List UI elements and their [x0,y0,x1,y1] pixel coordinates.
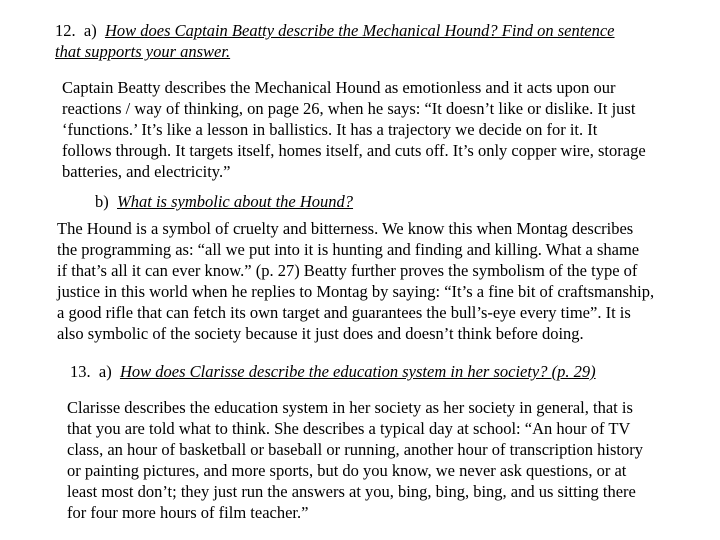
question-number: 12. [55,21,76,40]
answer-line: if that’s all it can ever know.” (p. 27) Beatty further proves the symbolism of the type of [57,261,638,280]
answer-line: the programming as: “all we put into it is hunting and finding and killing. What a shame [57,240,640,259]
answer-line: The Hound is a symbol of cruelty and bitterness. We know this when Montag describes [57,219,634,238]
answer-line: for four more hours of film teacher.” [67,503,309,522]
answer-12a [62,77,646,182]
answer-line: Clarisse describes the education system in her society as her society in general, that is [67,398,633,417]
answer-line: ‘functions.’ It’s like a lesson in ballistics. It has a trajectory we decide on for it. It [62,120,598,139]
question-part-label: a) [83,21,97,40]
question-number: 13. [70,362,91,381]
question-part-label: a) [98,362,112,381]
question-12b [95,191,353,212]
answer-line: batteries, and electricity.” [62,162,231,181]
answer-line: least most don’t; they just run the answers at you, bing, bing, bing, and us sitting there [67,482,636,501]
answer-line: a good rifle that can fetch its own target and guarantees the bull’s-eye every time”. It is [57,303,631,322]
question-text-line: How does Captain Beatty describe the Mechanical Hound? Find on sentence [104,21,615,40]
answer-line: justice in this world when he replies to Montag by saying: “It’s a fine bit of craftsmanship, [57,282,655,301]
answer-line: that you are told what to think. She describes a typical day at school: “An hour of TV [67,419,631,438]
answer-line: also symbolic of the society because it just does and doesn’t think before doing. [57,324,584,343]
answer-line: Captain Beatty describes the Mechanical Hound as emotionless and it acts upon our [62,78,616,97]
question-text: How does Clarisse describe the education system in her society? (p. 29) [119,362,596,381]
answer-line: class, an hour of basketball or baseball or running, another hour of transcription history [67,440,643,459]
answer-12b [57,218,654,344]
question-text: What is symbolic about the Hound? [117,192,354,211]
answer-line: follows through. It targets itself, homes itself, and cuts off. It’s only copper wire, storage [62,141,646,160]
question-part-label: b) [95,192,109,211]
answer-13a [67,397,643,523]
question-13a [70,361,596,382]
answer-line: or painting pictures, and more sports, but do you know, we never ask questions, or at [67,461,627,480]
question-12a [55,20,615,62]
answer-line: reactions / way of thinking, on page 26, when he says: “It doesn’t like or dislike. It just [62,99,636,118]
question-text-line: that supports your answer. [55,42,231,61]
